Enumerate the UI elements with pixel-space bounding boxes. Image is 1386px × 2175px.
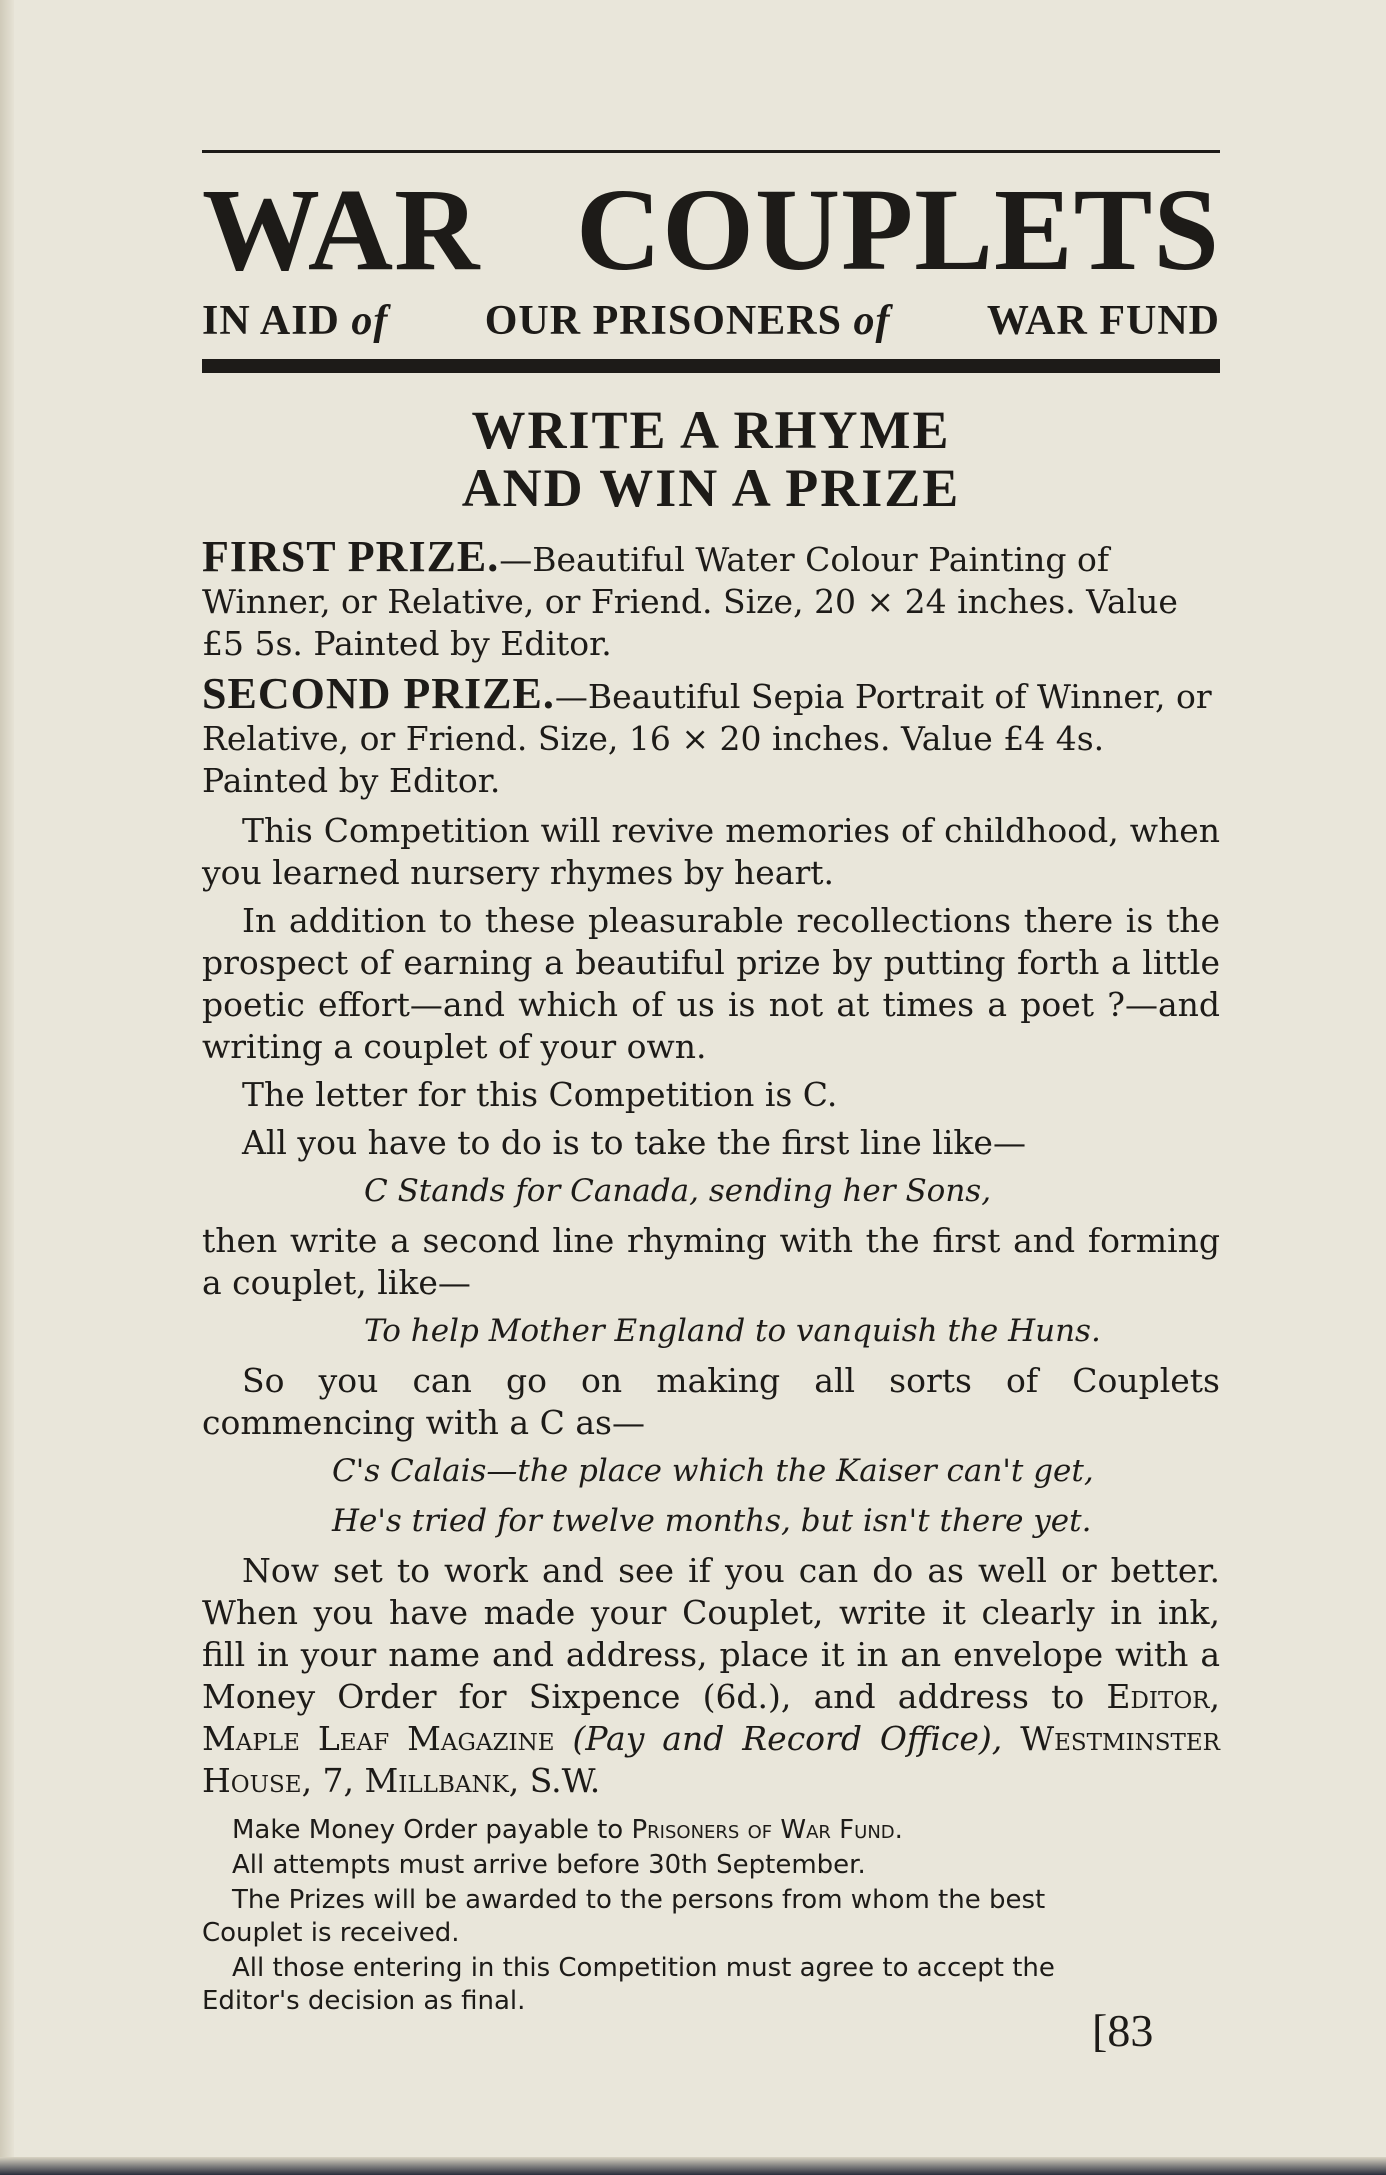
paragraph-recollections: In addition to these pleasurable recollections there is the prospect of earning a beautiful prize by putting forth a little poetic effort—and which of us is not at times a poet ?—and writing a couplet of your own. — [202, 900, 1220, 1066]
example-couplet-line-1: C's Calais—the place which the Kaiser can't get, — [332, 1452, 1094, 1489]
headline-line-1: WRITE A RHYME — [471, 400, 951, 460]
first-prize — [202, 531, 1220, 665]
notes — [202, 1814, 1220, 2018]
top-rule — [202, 150, 1220, 153]
masthead-word-couplets: COUPLETS — [575, 164, 1220, 295]
second-prize — [202, 668, 1220, 802]
page-number: [83 — [1092, 2005, 1154, 2056]
page-edge — [0, 0, 14, 2175]
paragraph-letter: The letter for this Competition is C. — [242, 1074, 838, 1114]
first-prize-lead: FIRST PRIZE. — [202, 531, 500, 581]
office-name: (Pay and Record Office), — [554, 1718, 1021, 1758]
paragraph-second-line: then write a second line rhyming with the first and forming a couplet, like— — [202, 1220, 1220, 1302]
paragraph-more-couplets: So you can go on making all sorts of Couplets commencing with a C as— — [202, 1360, 1220, 1442]
note-deadline: All attempts must arrive before 30th September. — [232, 1849, 866, 1880]
street-address: Westminster House, 7, Millbank, S.W. — [202, 1718, 1220, 1800]
paragraph-memories: This Competition will revive memories of childhood, when you learned nursery rhymes by heart. — [202, 810, 1220, 892]
headline — [202, 401, 1220, 518]
second-prize-text: —Beautiful Sepia Portrait of Winner, or Relative, or Friend. Size, 16 × 20 inches. Value £4 4s. Painted by Editor. — [202, 676, 1212, 800]
note-awards: The Prizes will be awarded to the persons from whom the best Couplet is received. — [202, 1884, 1046, 1948]
second-prize-lead: SECOND PRIZE. — [202, 668, 555, 718]
note-decision: All those entering in this Competition must agree to accept the Editor's decision as final. — [202, 1952, 1055, 2016]
page-bottom-edge — [0, 2157, 1386, 2175]
advertisement — [202, 150, 1220, 2020]
heading-rule — [202, 359, 1220, 373]
example-line-2: To help Mother England to vanquish the Huns. — [364, 1312, 1101, 1349]
note-money-order: Make Money Order payable to Prisoners of War Fund. — [232, 1814, 903, 1845]
example-line-1: C Stands for Canada, sending her Sons, — [364, 1172, 992, 1209]
example-couplet-line-2: He's tried for twelve months, but isn't there yet. — [332, 1502, 1092, 1539]
paragraph-submission: Now set to work and see if you can do as well or better. When you have made your Couplet, write it clearly in ink, fill in your name and address, place it in an envelope with a Money Order for Sixpence (6d.), and address to Editor, Maple Leaf Magazine (Pay and Record Office), Westminster House, 7, Millbank, S.W. — [202, 1550, 1220, 1800]
masthead-title — [202, 164, 1220, 295]
editor-address: Editor, Maple Leaf Magazine — [202, 1676, 1220, 1758]
masthead-subtitle — [202, 297, 1220, 345]
first-prize-text: —Beautiful Water Colour Painting of Winner, or Relative, or Friend. Size, 20 × 24 inches. Value £5 5s. Painted by Editor. — [202, 539, 1178, 663]
masthead-word-war: WAR — [202, 164, 481, 295]
paragraph-instructions: All you have to do is to take the first line like— — [242, 1122, 1026, 1162]
subtitle-prisoners: OUR PRISONERS of — [484, 298, 891, 344]
headline-line-2: AND WIN A PRIZE — [461, 458, 961, 519]
subtitle-war-fund: WAR FUND — [986, 298, 1220, 344]
subtitle-in-aid: IN AID of — [202, 298, 389, 344]
